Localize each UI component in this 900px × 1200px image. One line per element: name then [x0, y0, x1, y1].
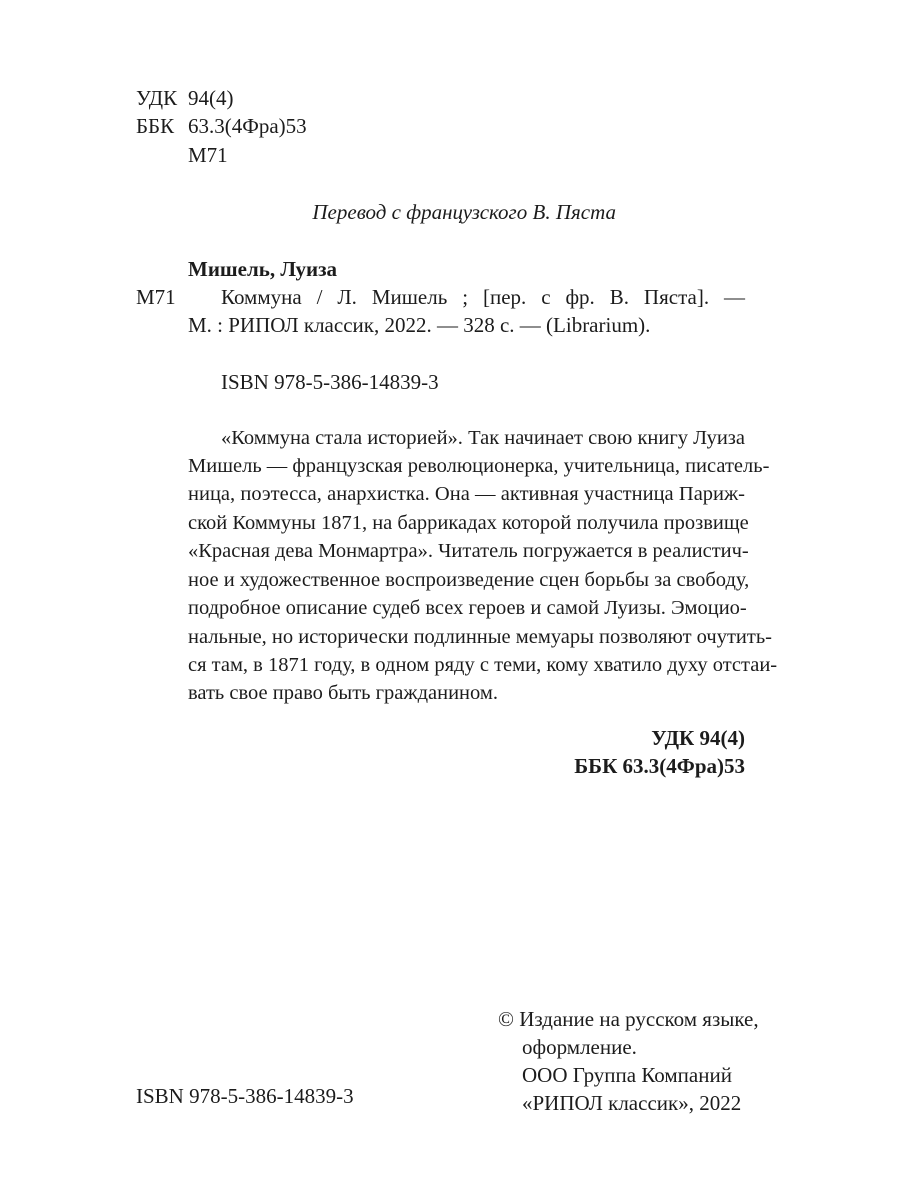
record-isbn: ISBN 978-5-386-14839-3	[221, 370, 439, 394]
isbn-bottom: ISBN 978-5-386-14839-3	[136, 1084, 354, 1108]
udk-value: 94(4)	[188, 86, 234, 110]
copyright-line: оформление.	[522, 1035, 637, 1059]
annotation-line: подробное описание судеб всех героев и самой Луизы. Эмоцио-	[188, 597, 747, 619]
translator-credit: Перевод с французского В. Пяста	[312, 200, 616, 224]
bbk-bottom: ББК 63.3(4Фра)53	[574, 754, 745, 778]
bbk-value: 63.3(4Фра)53	[188, 114, 307, 138]
udk-label: УДК	[136, 86, 178, 110]
record-author-sign: М71	[136, 285, 176, 309]
annotation-line: «Красная дева Монмартра». Читатель погружается в реалистич-	[188, 540, 749, 562]
annotation-line: вать свое право быть гражданином.	[188, 682, 498, 704]
annotation-line: Мишель — французская революционерка, учительница, писатель-	[188, 455, 770, 477]
annotation-line: нальные, но исторически подлинные мемуары позволяют очутить-	[188, 626, 773, 648]
bbk-label: ББК	[136, 114, 175, 138]
author-sign: М71	[188, 143, 228, 167]
copyright-line: © Издание на русском языке,	[498, 1007, 759, 1031]
annotation-line: «Коммуна стала историей». Так начинает свою книгу Луиза	[221, 427, 745, 449]
annotation-line: ской Коммуны 1871, на баррикадах которой получила прозвище	[188, 512, 749, 534]
udk-bottom: УДК 94(4)	[651, 726, 745, 750]
annotation-line: ница, поэтесса, анархистка. Она — активная участница Париж-	[188, 483, 745, 505]
bibliographic-line: Коммуна / Л. Мишель ; [пер. с фр. В. Пяста]. —	[221, 285, 745, 309]
annotation-line: ное и художественное воспроизведение сцен борьбы за свободу,	[188, 569, 750, 591]
copyright-block	[498, 1005, 759, 1117]
bibliographic-line: М. : РИПОЛ классик, 2022. — 328 с. — (Librarium).	[188, 313, 651, 337]
copyright-line: «РИПОЛ классик», 2022	[522, 1091, 742, 1115]
annotation-line: ся там, в 1871 году, в одном ряду с теми, кому хватило духу отстаи-	[188, 654, 778, 676]
author-heading: Мишель, Луиза	[188, 257, 338, 281]
copyright-line: ООО Группа Компаний	[522, 1063, 732, 1087]
